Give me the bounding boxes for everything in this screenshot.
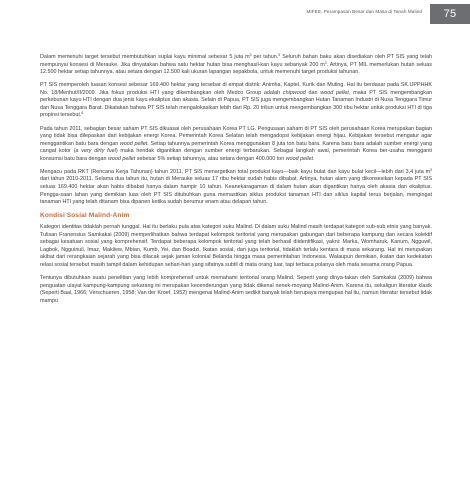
paragraph — [40, 54, 432, 77]
text-run: Kategori identitas tidaklah pernah tunggal. Hal itu berlaku pula atas kategori suku Malind. Di dalam suku Malind masih terdapat kategori sub-sub etnis yang banyak. Tulisan Franensius Samkakai (2009) memperlihatkan bahwa terdapat kelompok teritorial yang merupakan gabungan dari beberapa kampung dan secara kolektif sebagai kesatuan sosial yang komprehensif. Terdapat beberapa kelompok teritorial yang telah berhasil diidentifikasi, yakni: Marka, Womharuk, Kanum, Ngguwil, Lagbok, Ngguinuil, Imaz, Makliew, Mbian, Kumb, Yei, dan Boadzi. Ikatan sosial, dan juga teritorial, tidaklah terlalu kentara di masa sekarang. Hal ini merupakan akibat dari rerangkaian sejarah yang bisa dilacak sejak jaman kolonial Belanda hingga masa pemerintahan Indonesia. Walaupun demikian, ikatan dan kedekatan relasi sosial tersebut masih tampil dalam kehidupan sehari-hari yang sifatnya subtil di mata orang luar, tapi terbaca polanya oleh mata sesama orang Papua. — [40, 224, 432, 268]
text-run: a very dirty fuel — [75, 148, 116, 155]
page-number-tab — [430, 4, 470, 24]
page-header — [0, 4, 470, 24]
text-run: per tahun. — [251, 54, 279, 60]
text-run: sebesar 5% setiap tahunnya, atau setara dengan 400.000 ton — [135, 155, 286, 162]
paragraph — [40, 275, 432, 305]
footnote-ref: 3 — [324, 60, 327, 65]
text-run: wood pellet — [119, 140, 148, 147]
text-run: wood pellet — [320, 89, 349, 96]
text-run: Tentunya dibutuhkan suatu penelitian yang lebih komprehensif untuk memahami teritorial orang Malind. Seperti yang dinya-takan oleh Samkakai (2009) bahwa penguatan ulayat kampung-kampung sekarang ini merupakan kecenderungan yang tidak dikenal nenek-moyang Malind-Anim. Karena itu, sekaligun literatur klasik (Seperti Baal, 1966; Verschueren, 1958; Van der Kroef, 1952) mengenai Malind-Anim sedikit banyak telah berupaya mengupas hal itu, namun literatur tersebut tidak mampu — [40, 275, 432, 304]
body-text — [40, 54, 432, 305]
paragraph — [40, 224, 432, 269]
footnote-ref: 3 — [249, 53, 252, 57]
text-run: wood pellet — [108, 155, 136, 162]
section-heading: Kondisi Sosial Malind-Anim — [40, 212, 130, 220]
paragraph — [40, 126, 432, 164]
text-run: ) maka hendak digantikan dengan sumber energi terbarukan. Sebagai langkah awal, pemerintah Korea ber-usaha mengganti konsumsi batu bara dengan — [40, 148, 432, 162]
paragraph — [40, 82, 432, 120]
text-run: . Setiap tahunnya pemerintah Korea menggunakan 8 juta ton batu bara. Karena batu bara adalah sumber energi yang cangat kotor ( — [40, 140, 432, 155]
text-run: PT SIS memperoleh luasan konsesi sebesar 169.400 hektar yang tersebar di empat distrik: Animha, Kaptel, Kurik dan Muting. Hal itu berdasar pada SK.UPPHHK No. 18/Menhut/II/2009. Jika fokus produksi HTI yang dikembangkan oleh Medco Group adalah — [40, 82, 432, 96]
text-run: Pada tahun 2011, sebagian besar saham PT SIS dikuasai oleh perusahaan Korea PT LG. Pengusaan saham di PT SIS oleh perusahaan Korea merupakan bagian yang tidak bisa dilepaskan dari kebijakan energi Korea. Pemerintah Korea Selatan telah mengadopsi kebijakan energi hijau. Kebijakan tersebut mengatur agar menggantikan batu bara dengan — [40, 125, 432, 147]
footnote-ref: 5 — [278, 53, 281, 57]
footnote-ref: 6 — [81, 111, 84, 116]
text-run: Seluruh bahan baku akan disediakan oleh PT SIS yang telah mempunyai konsesi di Merauke. Jika dinyatakan bahwa satu hektar hutan bisa menghasil-kan kayu sebanyak 200 m — [40, 54, 432, 68]
text-run: dari tahun 2010-2011. Selama dua tahun itu, hutan di Merauke seluas 17 ribu hektar sudah habis dibabat. Artinya, hutan alam yang dikonsesikan kepada PT SIS seluas 169.400 hektar akan habis dibabat hanya dalam hampir 10 tahun. Keanekaragaman di dalam hutan akan digantikan hanya oleh akasia dan ekaliptus. Pengga-saan lahan yang demikian luas oleh PT SIS ditubuhkan guna memastikan siklus produksi tanaman HTI dan siklus kapital terus berjalan, mengingat tanaman HTI yang telah ditanam bisa dipanen ketika sudah berumur enam atau delapan tahun. — [40, 176, 432, 206]
text-run: . — [313, 155, 315, 162]
footnote-ref: 3 — [430, 167, 432, 172]
paragraph — [40, 169, 432, 207]
text-run: Dalam memenuhi target tersebut membutuhkan suplai kayu minimal sebesar 5 juta m — [40, 54, 250, 60]
text-run: wood pellet — [285, 155, 314, 162]
text-run: chipwood — [282, 89, 306, 96]
page-number: 75 — [443, 8, 457, 20]
text-run: Mengacu pada RKT (Rencana Kerja Tahunan) tahun 2011, PT SIS menargetkan total produksi kayu—baik kayu bulat dan kayu bulat kecil—lebih dari 3,4 juta m — [40, 168, 431, 175]
text-run: . Artinya, PT MIL memerlukan hutan seluas 12.500 hektar setiap tahunnya, atau setara dengan 12.500 kali ukuran lapangan sepakbola, untuk memenuhi target produksi tahunan. — [40, 61, 432, 76]
running-head: MIFEE, Perampasan Besar dan Masa di Tanah Malind — [306, 9, 422, 14]
text-run: , maka PT SIS mengembangkan perkebunan kayu HTI dengan dua jenis kayu ekaliptus dan akasia. Selain di Papua, PT SIS juga mengembangkan Hutan Tanaman Industri di Nusa Tenggara Timur dan Nusa Tenggara Barat. Dikatakan bahwa PT SIS telah mengalokasikan lebih dari Rp. 20 triliun untuk mengembangkan 300 ribu hektar untuk produksi HTI di tiga propinsi tersebut. — [40, 89, 432, 119]
text-run: dan — [305, 89, 321, 96]
